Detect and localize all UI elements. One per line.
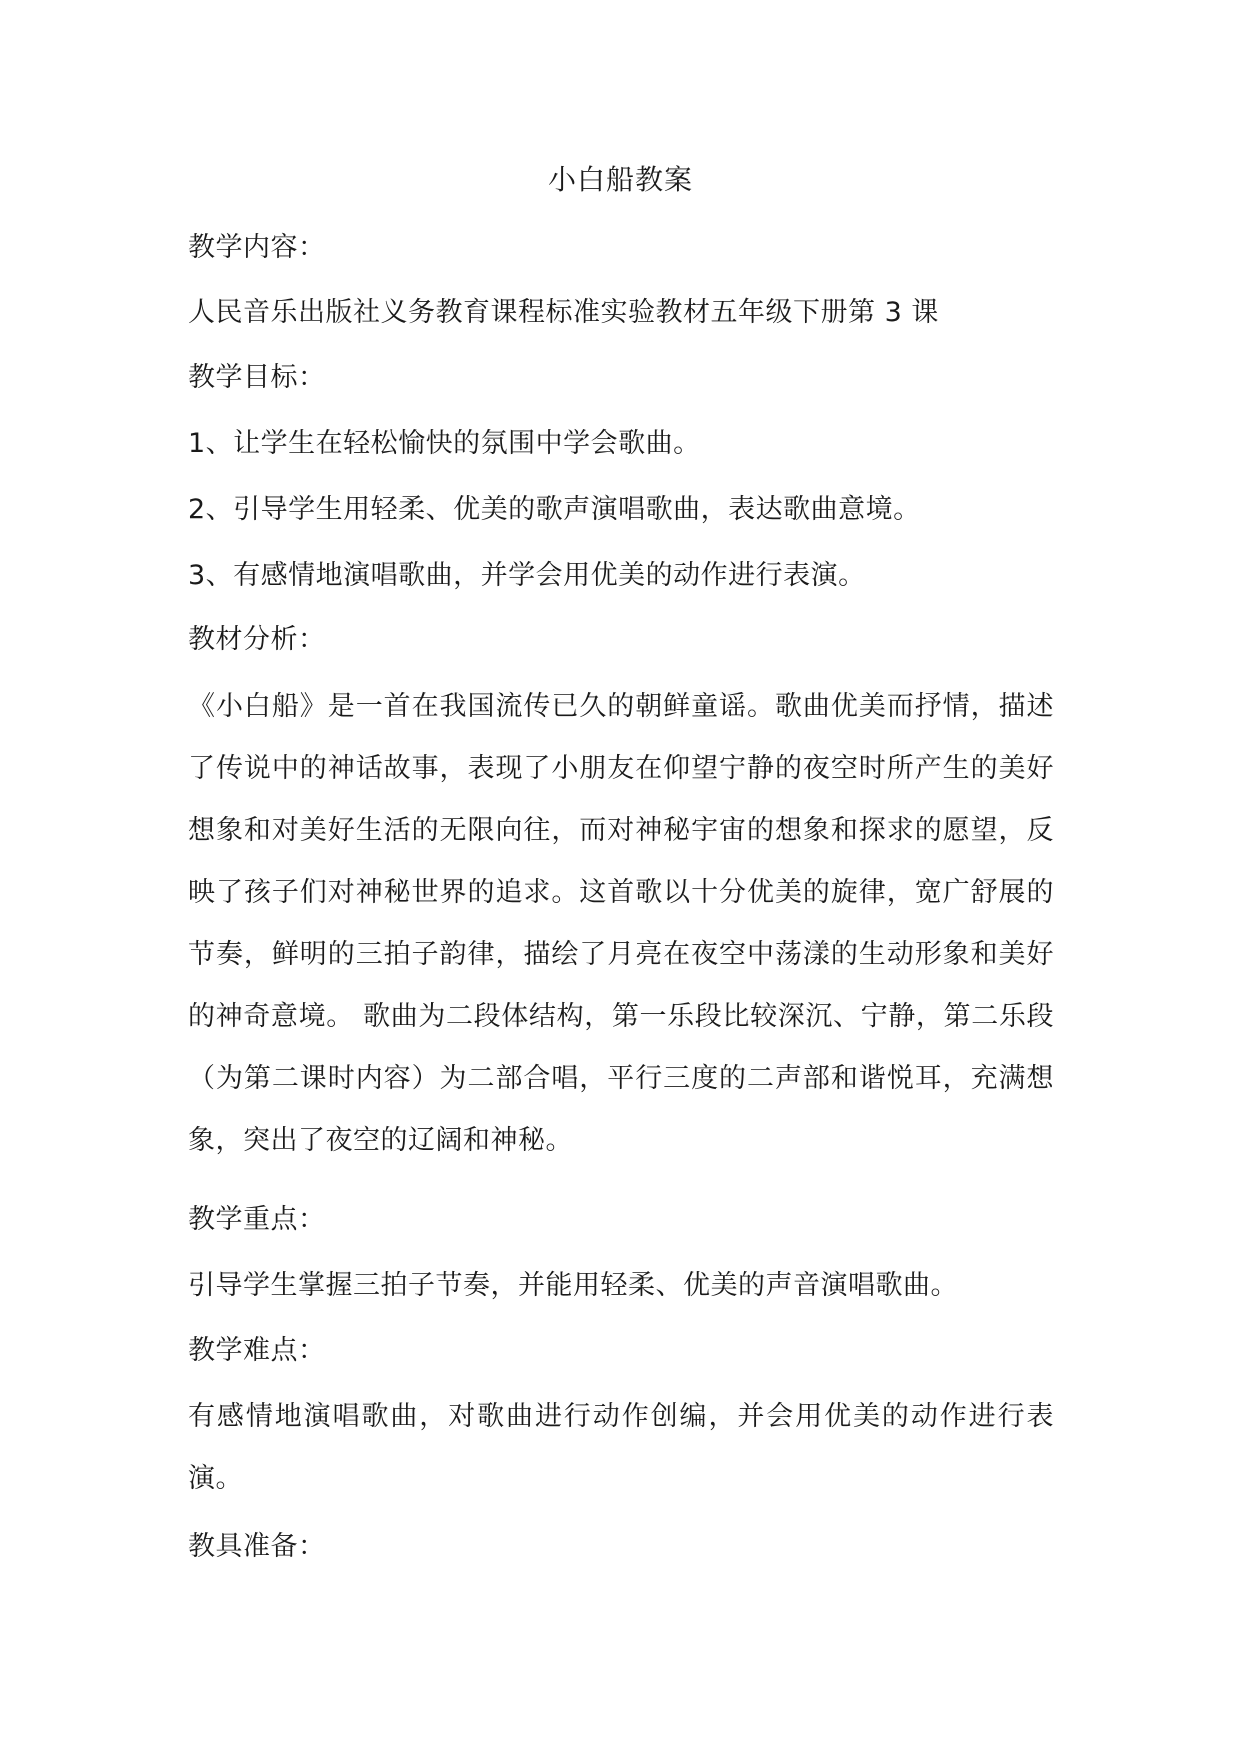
goals-heading: 教学目标：	[188, 362, 326, 393]
difficulty-paragraph: 有感情地演唱歌曲，对歌曲进行动作创编，并会用优美的动作进行表演。	[188, 1401, 1054, 1494]
content-heading: 教学内容：	[188, 232, 326, 263]
analysis-heading: 教材分析：	[188, 624, 326, 655]
goal-item-2: 2、引导学生用轻柔、优美的歌声演唱歌曲，表达歌曲意境。	[188, 494, 921, 525]
goal-item-1: 1、让学生在轻松愉快的氛围中学会歌曲。	[188, 428, 701, 459]
difficulty-heading: 教学难点：	[188, 1335, 326, 1366]
content-text: 人民音乐出版社义务教育课程标准实验教材五年级下册第 3 课	[188, 297, 939, 328]
focus-heading: 教学重点：	[188, 1204, 326, 1235]
tools-heading: 教具准备：	[188, 1531, 326, 1562]
analysis-paragraph: 《小白船》是一首在我国流传已久的朝鲜童谣。歌曲优美而抒情，描述了传说中的神话故事，表现了小朋友在仰望宁静的夜空时所产生的美好想象和对美好生活的无限向往，而对神秘宇宙的想象和探求的愿望，反映了孩子们对神秘世界的追求。这首歌以十分优美的旋律，宽广舒展的节奏，鲜明的三拍子韵律，描绘了月亮在夜空中荡漾的生动形象和美好的神奇意境。 歌曲为二段体结构，第一乐段比较深沉、宁静，第二乐段（为第二课时内容）为二部合唱，平行三度的二声部和谐悦耳，充满想象，突出了夜空的辽阔和神秘。	[188, 691, 1054, 1156]
focus-text: 引导学生掌握三拍子节奏，并能用轻柔、优美的声音演唱歌曲。	[188, 1270, 958, 1301]
goal-item-3: 3、有感情地演唱歌曲，并学会用优美的动作进行表演。	[188, 560, 866, 591]
document-title: 小白船教案	[547, 163, 693, 196]
